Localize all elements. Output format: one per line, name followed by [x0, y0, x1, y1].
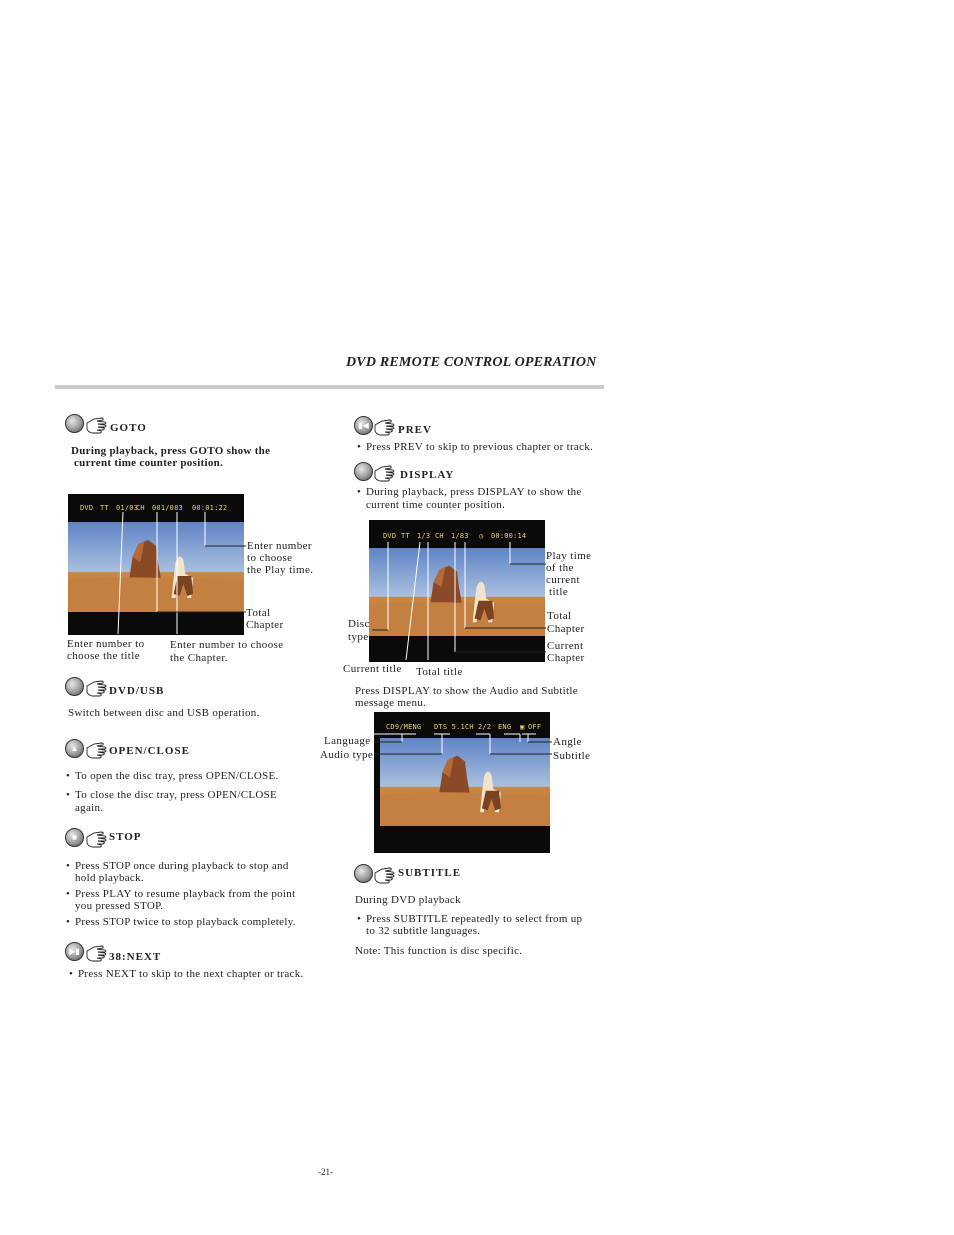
goto-osd-time: 00:01:22: [192, 504, 228, 512]
eject-icon: ▲: [65, 739, 84, 758]
display-label-playtime-3: current: [546, 574, 580, 586]
title-divider: [55, 385, 604, 389]
goto-label-chapter-1: Enter number to choose: [170, 639, 284, 651]
goto-label-chapter-2: the Chapter.: [170, 652, 228, 664]
display-label-current-2: Chapter: [547, 652, 585, 664]
display-label-disc-1: Disc: [348, 618, 370, 630]
display-label-playtime-4: title: [549, 586, 569, 598]
prev-track-icon: ▮◀: [354, 416, 373, 435]
osd-angle: OFF: [528, 723, 542, 731]
display-label-total-1: Total: [547, 610, 572, 622]
goto-osd-ch: CH: [136, 504, 145, 512]
display-audio-desc-2: message menu.: [355, 697, 427, 709]
display-osd-disc: DVD: [383, 532, 397, 540]
goto-desc-2: current time counter position.: [74, 457, 224, 469]
stop-bullet-2-cont: you pressed STOP.: [75, 900, 164, 912]
hand-pointer-icon: [373, 465, 395, 483]
goto-label-playtime-1: Enter number: [247, 540, 312, 552]
osd-subtitle: 2/2: [478, 723, 492, 731]
goto-osd-tt: TT: [100, 504, 109, 512]
dvd-usb-heading: DVD/USB: [109, 685, 165, 697]
page-title: DVD REMOTE CONTROL OPERATION: [346, 355, 597, 370]
display-label-total-title: Total title: [416, 666, 463, 678]
osd-sub-lang: ENG: [498, 723, 512, 731]
hand-pointer-icon: [85, 417, 107, 435]
display-bullet-1: • During playback, press DISPLAY to show the: [366, 486, 582, 498]
display-button-icon: [354, 462, 373, 481]
goto-label-total-2: Chapter: [246, 619, 284, 631]
goto-osd-chapter: 001/083: [152, 504, 183, 512]
osd-language: CD9/MENG: [386, 723, 422, 731]
stop-heading: STOP: [109, 831, 142, 843]
hand-pointer-icon: [85, 742, 107, 760]
hand-pointer-icon: [373, 867, 395, 885]
display-bullet-1-cont: current time counter position.: [366, 499, 506, 511]
open-close-heading: OPEN/CLOSE: [109, 745, 190, 757]
audio-label-language: Language: [324, 735, 371, 747]
audio-callout-lines: [370, 712, 560, 772]
goto-osd-title: 01/03: [116, 504, 139, 512]
osd-audio: DTS 5.1CH: [434, 723, 474, 731]
subtitle-intro: During DVD playback: [355, 894, 461, 906]
display-label-total-2: Chapter: [547, 623, 585, 635]
stop-bullet-1: • Press STOP once during playback to stop and: [75, 860, 289, 872]
display-label-playtime-2: of the: [546, 562, 574, 574]
hand-pointer-icon: [373, 419, 395, 437]
subtitle-note: Note: This function is disc specific.: [355, 945, 523, 957]
clock-icon: ◷: [479, 532, 484, 540]
goto-label-title-2: choose the title: [67, 650, 140, 662]
audio-label-audio-type: Audio type: [320, 749, 374, 761]
next-bullet-1: • Press NEXT to skip to the next chapter or track.: [78, 968, 304, 980]
goto-button-icon: [65, 414, 84, 433]
stop-bullet-3: • Press STOP twice to stop playback completely.: [75, 916, 296, 928]
display-audio-desc-1: Press DISPLAY to show the Audio and Subtitle: [355, 685, 578, 697]
display-osd-time: 00:00:14: [491, 532, 527, 540]
stop-bullet-2: • Press PLAY to resume playback from the point: [75, 888, 295, 900]
stop-bullet-1-cont: hold playback.: [75, 872, 144, 884]
subtitle-button-icon: [354, 864, 373, 883]
goto-heading: GOTO: [110, 422, 147, 434]
subtitle-heading: SUBTITLE: [398, 867, 462, 879]
hand-pointer-icon: [85, 680, 107, 698]
audio-label-subtitle: Subtitle: [553, 750, 591, 762]
display-osd-title: 1/3: [417, 532, 431, 540]
display-osd-ch: CH: [435, 532, 444, 540]
goto-osd-disc: DVD: [80, 504, 94, 512]
hand-pointer-icon: [85, 945, 107, 963]
angle-icon: ▣: [520, 723, 525, 731]
display-label-playtime-1: Play time: [546, 550, 592, 562]
display-osd-tt: TT: [401, 532, 410, 540]
display-label-disc-2: type: [348, 631, 369, 643]
stop-square-icon: ■: [65, 828, 84, 847]
open-close-bullet-2: • To close the disc tray, press OPEN/CLOSE: [75, 789, 277, 801]
goto-label-title-1: Enter number to: [67, 638, 145, 650]
next-track-icon: ▶▮: [65, 942, 84, 961]
open-close-bullet-1: • To open the disc tray, press OPEN/CLOSE.: [75, 770, 279, 782]
display-label-current-1: Current: [547, 640, 584, 652]
subtitle-bullet-1: • Press SUBTITLE repeatedly to select from up: [366, 913, 582, 925]
goto-label-playtime-3: the Play time.: [247, 564, 314, 576]
subtitle-bullet-1-cont: to 32 subtitle languages.: [366, 925, 481, 937]
goto-label-playtime-2: to choose: [247, 552, 293, 564]
audio-label-angle: Angle: [553, 736, 582, 748]
next-heading: 38:NEXT: [109, 951, 162, 963]
hand-pointer-icon: [85, 831, 107, 849]
goto-label-total-1: Total: [246, 607, 271, 619]
display-heading: DISPLAY: [400, 469, 455, 481]
prev-bullet-1: • Press PREV to skip to previous chapter or track.: [366, 441, 593, 453]
display-osd-chapter: 1/83: [451, 532, 469, 540]
open-close-bullet-2-cont: again.: [75, 802, 104, 814]
goto-desc-1: During playback, press GOTO show the: [71, 445, 271, 457]
display-label-current-title: Current title: [343, 663, 402, 675]
page-number: -21-: [318, 1167, 333, 1177]
dvd-usb-button-icon: [65, 677, 84, 696]
dvd-usb-desc: Switch between disc and USB operation.: [68, 707, 260, 719]
prev-heading: PREV: [398, 424, 432, 436]
